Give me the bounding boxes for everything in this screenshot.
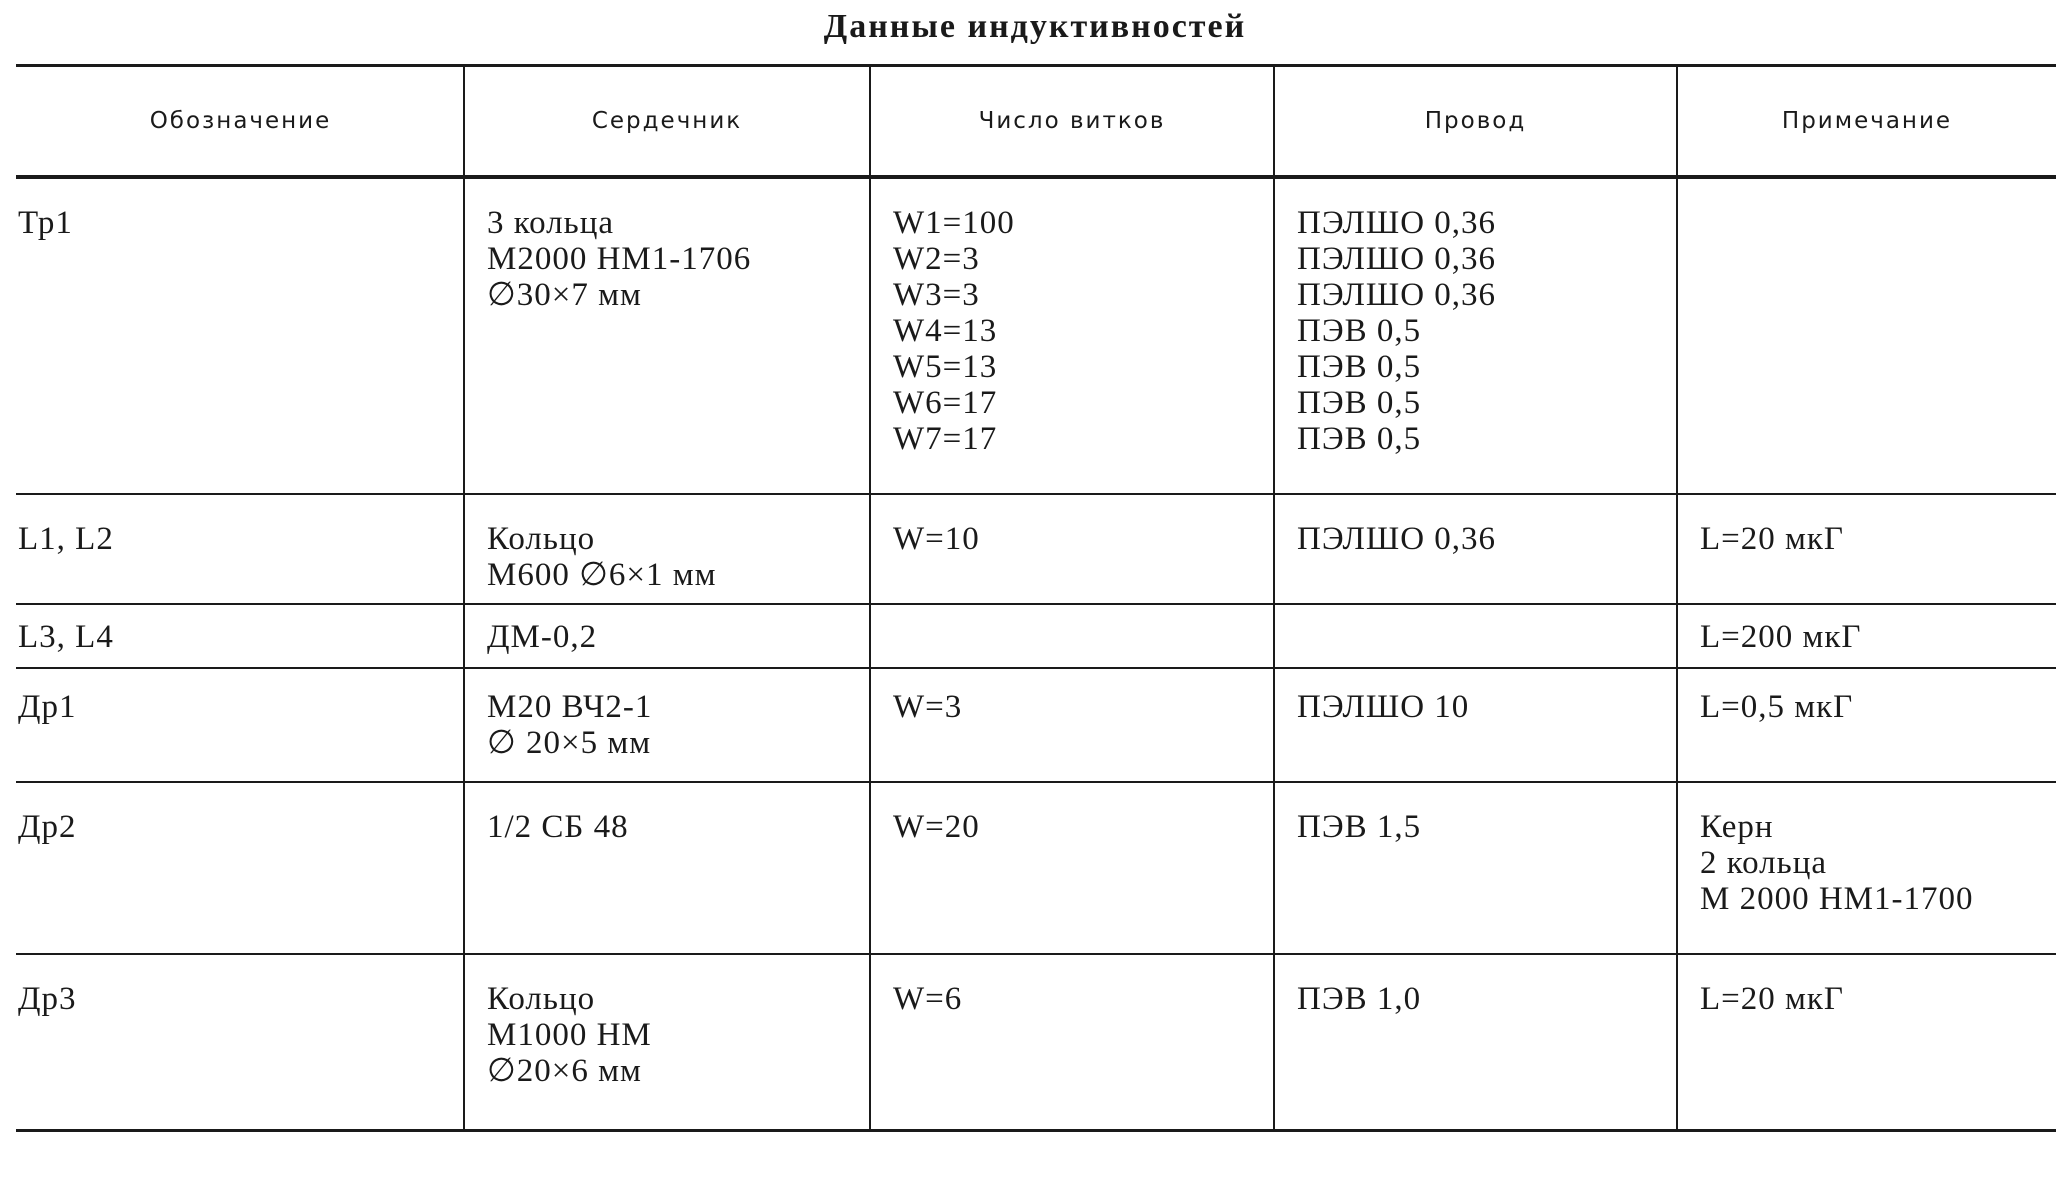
cell-wire bbox=[1274, 604, 1677, 668]
table-title: Данные индуктивностей bbox=[823, 8, 1247, 45]
cell-turns: W=6 bbox=[870, 954, 1274, 1131]
cell-turns: W1=100 W2=3 W3=3 W4=13 W5=13 W6=17 W7=17 bbox=[870, 177, 1274, 494]
cell-note: L=200 мкГ bbox=[1677, 604, 2056, 668]
cell-note: L=0,5 мкГ bbox=[1677, 668, 2056, 782]
cell-designation: L1, L2 bbox=[16, 494, 464, 604]
header-designation: Обозначение bbox=[16, 66, 464, 178]
cell-note: L=20 мкГ bbox=[1677, 954, 2056, 1131]
header-core: Сердечник bbox=[464, 66, 870, 178]
header-note: Примечание bbox=[1677, 66, 2056, 178]
cell-designation: Др1 bbox=[16, 668, 464, 782]
header-row bbox=[16, 66, 2056, 178]
table-row bbox=[16, 604, 2056, 668]
cell-core: ДМ-0,2 bbox=[464, 604, 870, 668]
cell-wire: ПЭВ 1,0 bbox=[1274, 954, 1677, 1131]
cell-note: L=20 мкГ bbox=[1677, 494, 2056, 604]
table-row bbox=[16, 954, 2056, 1131]
cell-core: 1/2 СБ 48 bbox=[464, 782, 870, 954]
cell-turns: W=20 bbox=[870, 782, 1274, 954]
cell-wire: ПЭВ 1,5 bbox=[1274, 782, 1677, 954]
cell-core: Кольцо М600 ∅6×1 мм bbox=[464, 494, 870, 604]
cell-turns: W=3 bbox=[870, 668, 1274, 782]
table-row bbox=[16, 177, 2056, 494]
cell-note bbox=[1677, 177, 2056, 494]
cell-wire: ПЭЛШО 10 bbox=[1274, 668, 1677, 782]
header-wire: Провод bbox=[1274, 66, 1677, 178]
cell-designation: Др3 bbox=[16, 954, 464, 1131]
cell-core: М20 ВЧ2-1 ∅ 20×5 мм bbox=[464, 668, 870, 782]
cell-designation: Др2 bbox=[16, 782, 464, 954]
cell-turns: W=10 bbox=[870, 494, 1274, 604]
cell-core: Кольцо М1000 НМ ∅20×6 мм bbox=[464, 954, 870, 1131]
cell-wire: ПЭЛШО 0,36 ПЭЛШО 0,36 ПЭЛШО 0,36 ПЭВ 0,5 ПЭВ 0,5 ПЭВ 0,5 ПЭВ 0,5 bbox=[1274, 177, 1677, 494]
header-turns: Число витков bbox=[870, 66, 1274, 178]
table-row bbox=[16, 668, 2056, 782]
inductance-table bbox=[16, 64, 2056, 1132]
cell-designation: Тр1 bbox=[16, 177, 464, 494]
cell-designation: L3, L4 bbox=[16, 604, 464, 668]
cell-wire: ПЭЛШО 0,36 bbox=[1274, 494, 1677, 604]
cell-turns bbox=[870, 604, 1274, 668]
cell-note: Керн 2 кольца М 2000 НМ1-1700 bbox=[1677, 782, 2056, 954]
table-row bbox=[16, 782, 2056, 954]
cell-core: 3 кольца М2000 НМ1-1706 ∅30×7 мм bbox=[464, 177, 870, 494]
table-row bbox=[16, 494, 2056, 604]
